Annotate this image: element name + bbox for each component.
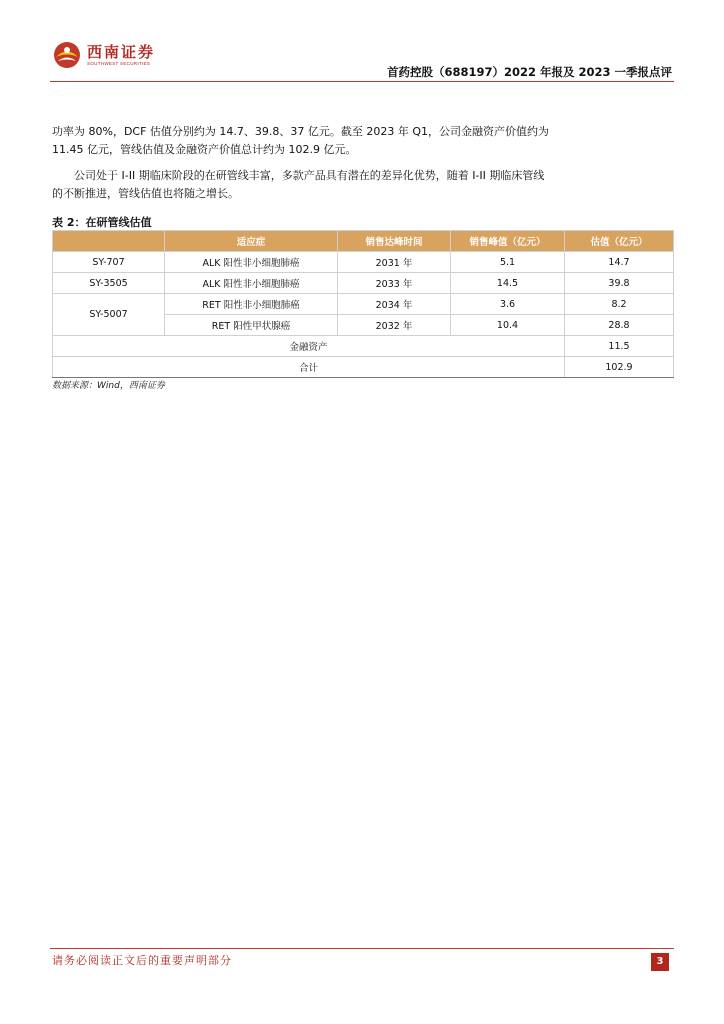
table-caption: 表 2：在研管线估值 [52, 216, 152, 229]
logo-english-name: SOUTHWEST SECURITIES [87, 60, 151, 66]
drug-cell: SY-3505 [53, 273, 165, 294]
pipeline-valuation-table [52, 230, 673, 378]
peak-time-cell: 2033 年 [338, 273, 451, 294]
footer-divider [50, 948, 674, 949]
data-source-note: 数据来源：Wind，西南证券 [52, 381, 165, 391]
paragraph-valuation-summary: 功率为 80%，DCF 估值分别约为 14.7、39.8、37 亿元。截至 2023 年 Q1，公司金融资产价值约为 11.45 亿元，管线估值及金融资产价值总计约为 102.9 亿元。 [52, 125, 550, 156]
peak-time-cell: 2032 年 [338, 315, 451, 336]
page-header [0, 0, 724, 90]
header-peak-sales: 销售峰值（亿元） [451, 231, 565, 252]
drug-cell: SY-707 [53, 252, 165, 273]
indication-cell: RET 阳性非小细胞肺癌 [165, 294, 338, 315]
page-number: 3 [651, 953, 669, 971]
table-row [53, 273, 674, 294]
peak-sales-cell: 14.5 [451, 273, 565, 294]
indication-cell: ALK 阳性非小细胞肺癌 [165, 273, 338, 294]
header-indication: 适应症 [165, 231, 338, 252]
financial-assets-value: 11.5 [565, 336, 674, 357]
peak-sales-cell: 3.6 [451, 294, 565, 315]
peak-sales-cell: 10.4 [451, 315, 565, 336]
drug-cell: SY-5007 [53, 294, 165, 336]
peak-time-cell: 2034 年 [338, 294, 451, 315]
indication-cell: ALK 阳性非小细胞肺癌 [165, 252, 338, 273]
table-row [53, 252, 674, 273]
valuation-cell: 8.2 [565, 294, 674, 315]
header-valuation: 估值（亿元） [565, 231, 674, 252]
footer-disclaimer: 请务必阅读正文后的重要声明部分 [52, 954, 232, 967]
peak-sales-cell: 5.1 [451, 252, 565, 273]
valuation-cell: 14.7 [565, 252, 674, 273]
header-drug [53, 231, 165, 252]
financial-assets-label: 金融资产 [53, 336, 565, 357]
header-divider [50, 81, 674, 82]
paragraph-pipeline-outlook: 公司处于 I-II 期临床阶段的在研管线丰富，多款产品具有潜在的差异化优势，随着 I-II 期临床管线的不断推进，管线估值也将随之增长。 [52, 169, 545, 200]
report-title: 首药控股（688197）2022 年报及 2023 一季报点评 [386, 65, 672, 79]
total-label: 合计 [53, 357, 565, 378]
header-peak-time: 销售达峰时间 [338, 231, 451, 252]
logo-chinese-name: 西南证券 [87, 42, 156, 61]
company-logo [52, 40, 155, 70]
valuation-cell: 28.8 [565, 315, 674, 336]
table-header-row [53, 231, 674, 252]
valuation-cell: 39.8 [565, 273, 674, 294]
total-value: 102.9 [565, 357, 674, 378]
table-row [53, 294, 674, 315]
total-row [53, 357, 674, 378]
peak-time-cell: 2031 年 [338, 252, 451, 273]
southwest-securities-logo-icon [52, 40, 82, 70]
financial-assets-row [53, 336, 674, 357]
indication-cell: RET 阳性甲状腺癌 [165, 315, 338, 336]
